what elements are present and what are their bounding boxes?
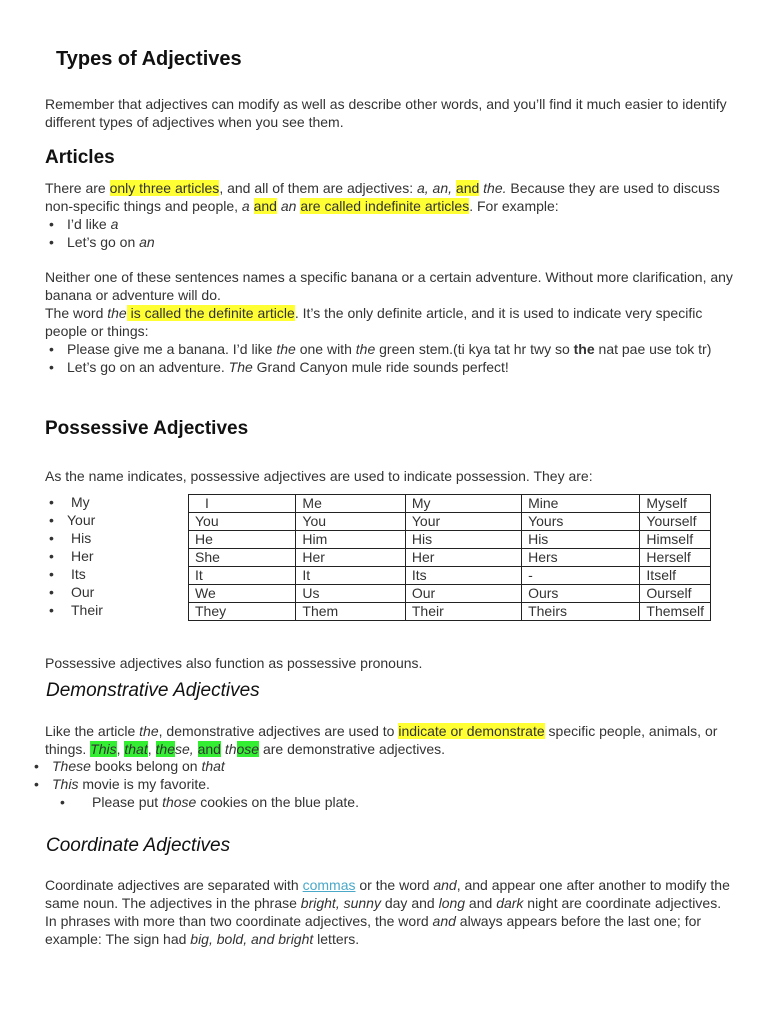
table-row bbox=[189, 531, 711, 549]
articles-definite-list bbox=[45, 340, 735, 376]
list-item bbox=[46, 793, 736, 811]
table-cell: She bbox=[189, 549, 296, 567]
possessive-adjective-list bbox=[45, 493, 175, 619]
table-row bbox=[189, 549, 711, 567]
table-row bbox=[189, 585, 711, 603]
italic-text: and bbox=[433, 877, 457, 893]
articles-paragraph-2: Neither one of these sentences names a specific banana or a certain adventure. Without more clarification, any banana or adventure will do. bbox=[45, 269, 733, 303]
list-item: • His bbox=[45, 529, 175, 547]
italic-text: These bbox=[52, 758, 91, 774]
table-cell: Theirs bbox=[522, 603, 640, 621]
italic-text: the. bbox=[479, 180, 507, 196]
table-cell: Yours bbox=[522, 513, 640, 531]
green-highlight: This bbox=[90, 741, 117, 757]
text: movie is my favorite. bbox=[78, 776, 210, 792]
italic-text: an bbox=[139, 234, 155, 250]
list-item: • Its bbox=[45, 565, 175, 583]
coordinate-paragraph bbox=[45, 876, 735, 948]
table-cell: We bbox=[189, 585, 296, 603]
table-cell: Itself bbox=[640, 567, 711, 585]
italic-text: se, bbox=[174, 741, 198, 757]
text: cookies on the blue plate. bbox=[196, 794, 359, 810]
table-cell: Me bbox=[296, 495, 405, 513]
intro-paragraph: Remember that adjectives can modify as well as describe other words, and you’ll find it much easier to identify different types of adjectives when you see them. bbox=[45, 96, 727, 130]
text: Grand Canyon mule ride sounds perfect! bbox=[252, 359, 509, 375]
list-item: • Her bbox=[45, 547, 175, 565]
list-item bbox=[45, 340, 735, 358]
list-item: • My bbox=[45, 493, 175, 511]
italic-text: those bbox=[162, 794, 197, 810]
text: Because they are used to discuss non-specific things and people, bbox=[45, 180, 720, 214]
italic-text: an bbox=[280, 198, 297, 214]
green-highlight: ose bbox=[236, 741, 260, 757]
italic-text: the bbox=[107, 305, 127, 321]
text: Please put bbox=[92, 794, 163, 810]
table-cell: It bbox=[189, 567, 296, 585]
text: nat pae use tok tr) bbox=[594, 341, 712, 357]
commas-link[interactable]: commas bbox=[302, 877, 356, 893]
text: and bbox=[465, 895, 497, 911]
list-item bbox=[30, 775, 730, 793]
table-cell: It bbox=[296, 567, 405, 585]
articles-example-list bbox=[45, 215, 735, 251]
list-item bbox=[45, 233, 735, 251]
text: Let’s go on bbox=[67, 234, 140, 250]
table-cell: Her bbox=[405, 549, 521, 567]
possessive-paragraph-2: Possessive adjectives also function as possessive pronouns. bbox=[45, 655, 423, 671]
possessive-heading: Possessive Adjectives bbox=[45, 418, 249, 439]
italic-text: The bbox=[228, 359, 253, 375]
italic-text: the bbox=[276, 341, 296, 357]
table-cell: You bbox=[189, 513, 296, 531]
table-cell: He bbox=[189, 531, 296, 549]
text: There are bbox=[45, 180, 110, 196]
table-cell: Herself bbox=[640, 549, 711, 567]
table-cell: Mine bbox=[522, 495, 640, 513]
page-title: Types of Adjectives bbox=[56, 48, 242, 70]
table-cell: Himself bbox=[640, 531, 711, 549]
highlight: is called the definite article bbox=[126, 305, 295, 321]
demonstrative-heading: Demonstrative Adjectives bbox=[46, 680, 260, 701]
italic-text: bright, sunny bbox=[300, 895, 381, 911]
table-row bbox=[189, 603, 711, 621]
table-cell: Him bbox=[296, 531, 405, 549]
table-cell: Myself bbox=[640, 495, 711, 513]
table-cell: Your bbox=[405, 513, 521, 531]
table-cell: - bbox=[522, 567, 640, 585]
italic-text: th bbox=[224, 741, 237, 757]
text: Coordinate adjectives are separated with bbox=[45, 877, 303, 893]
table-cell: Themself bbox=[640, 603, 711, 621]
text: . It’s the only definite article, and it is used to indicate very specific people or things: bbox=[45, 305, 703, 339]
green-highlight: the bbox=[155, 741, 175, 757]
text: , and all of them are adjectives: bbox=[219, 180, 417, 196]
text: green stem.(ti kya tat hr twy so bbox=[375, 341, 574, 357]
coordinate-heading: Coordinate Adjectives bbox=[46, 835, 231, 856]
list-item: • Your bbox=[45, 511, 175, 529]
table-cell: I bbox=[189, 495, 296, 513]
highlight: only three articles bbox=[109, 180, 220, 196]
table-cell: His bbox=[522, 531, 640, 549]
list-item bbox=[45, 358, 735, 376]
italic-text: and bbox=[432, 913, 456, 929]
text: Please give me a banana. I’d like bbox=[67, 341, 277, 357]
text: , bbox=[116, 741, 125, 757]
text: , and appear one after another to modify the same noun. The adjectives in the phrase bbox=[45, 877, 730, 911]
table-cell: Hers bbox=[522, 549, 640, 567]
table-cell: His bbox=[405, 531, 521, 549]
bold-text: the bbox=[573, 341, 595, 357]
italic-text: big, bold, and bright bbox=[190, 931, 314, 947]
table-cell: Us bbox=[296, 585, 405, 603]
text: Like the article bbox=[45, 723, 140, 739]
text: always appears before the last one; for example: The sign had bbox=[45, 913, 702, 947]
text: letters. bbox=[313, 931, 360, 947]
list-item bbox=[30, 757, 730, 775]
green-highlight: that bbox=[124, 741, 148, 757]
text: specific people, animals, or things. bbox=[45, 723, 718, 757]
text: one with bbox=[295, 341, 356, 357]
italic-text: that bbox=[201, 758, 225, 774]
table-cell: You bbox=[296, 513, 405, 531]
table-row bbox=[189, 495, 711, 513]
demonstrative-paragraph bbox=[45, 722, 735, 758]
table-cell: Her bbox=[296, 549, 405, 567]
articles-paragraph-1 bbox=[45, 179, 735, 215]
text: , demonstrative adjectives are used to bbox=[158, 723, 399, 739]
articles-paragraph-3 bbox=[45, 304, 735, 340]
text: Let’s go on an adventure. bbox=[67, 359, 229, 375]
table-row bbox=[189, 513, 711, 531]
table-cell: They bbox=[189, 603, 296, 621]
table-cell: Ourself bbox=[640, 585, 711, 603]
table-cell: Them bbox=[296, 603, 405, 621]
italic-text: long bbox=[438, 895, 466, 911]
list-item bbox=[45, 215, 735, 233]
table-cell: Their bbox=[405, 603, 521, 621]
possessive-paragraph-1: As the name indicates, possessive adjectives are used to indicate possession. They are: bbox=[45, 468, 593, 484]
text: . For example: bbox=[469, 198, 559, 214]
italic-text: the bbox=[355, 341, 376, 357]
text: night are coordinate adjectives. In phrases with more than two coordinate adjectives, the word bbox=[45, 895, 722, 929]
table-cell: Ours bbox=[522, 585, 640, 603]
demonstrative-example-list-indented bbox=[46, 793, 736, 811]
list-item: • Our bbox=[45, 583, 175, 601]
table-cell: My bbox=[405, 495, 521, 513]
table-cell: Our bbox=[405, 585, 521, 603]
text: books belong on bbox=[90, 758, 202, 774]
articles-heading: Articles bbox=[45, 147, 115, 168]
highlight: are called indefinite articles bbox=[300, 198, 470, 214]
italic-text: This bbox=[52, 776, 79, 792]
italic-text: a bbox=[241, 198, 250, 214]
text: I’d like bbox=[67, 216, 111, 232]
table-row bbox=[189, 567, 711, 585]
text: or the word bbox=[355, 877, 434, 893]
italic-text: a, an, bbox=[416, 180, 456, 196]
text: day and bbox=[380, 895, 439, 911]
text: are demonstrative adjectives. bbox=[259, 741, 446, 757]
italic-text: a bbox=[110, 216, 119, 232]
italic-text: the bbox=[139, 723, 159, 739]
demonstrative-example-list bbox=[30, 757, 730, 793]
highlight: indicate or demonstrate bbox=[398, 723, 545, 739]
highlight: and bbox=[253, 198, 277, 214]
italic-text: dark bbox=[496, 895, 524, 911]
text: , bbox=[147, 741, 156, 757]
pronoun-table bbox=[188, 494, 711, 621]
text: The word bbox=[45, 305, 108, 321]
table-cell: Its bbox=[405, 567, 521, 585]
green-highlight: and bbox=[197, 741, 221, 757]
table-cell: Yourself bbox=[640, 513, 711, 531]
highlight: and bbox=[455, 180, 480, 196]
list-item: • Their bbox=[45, 601, 175, 619]
